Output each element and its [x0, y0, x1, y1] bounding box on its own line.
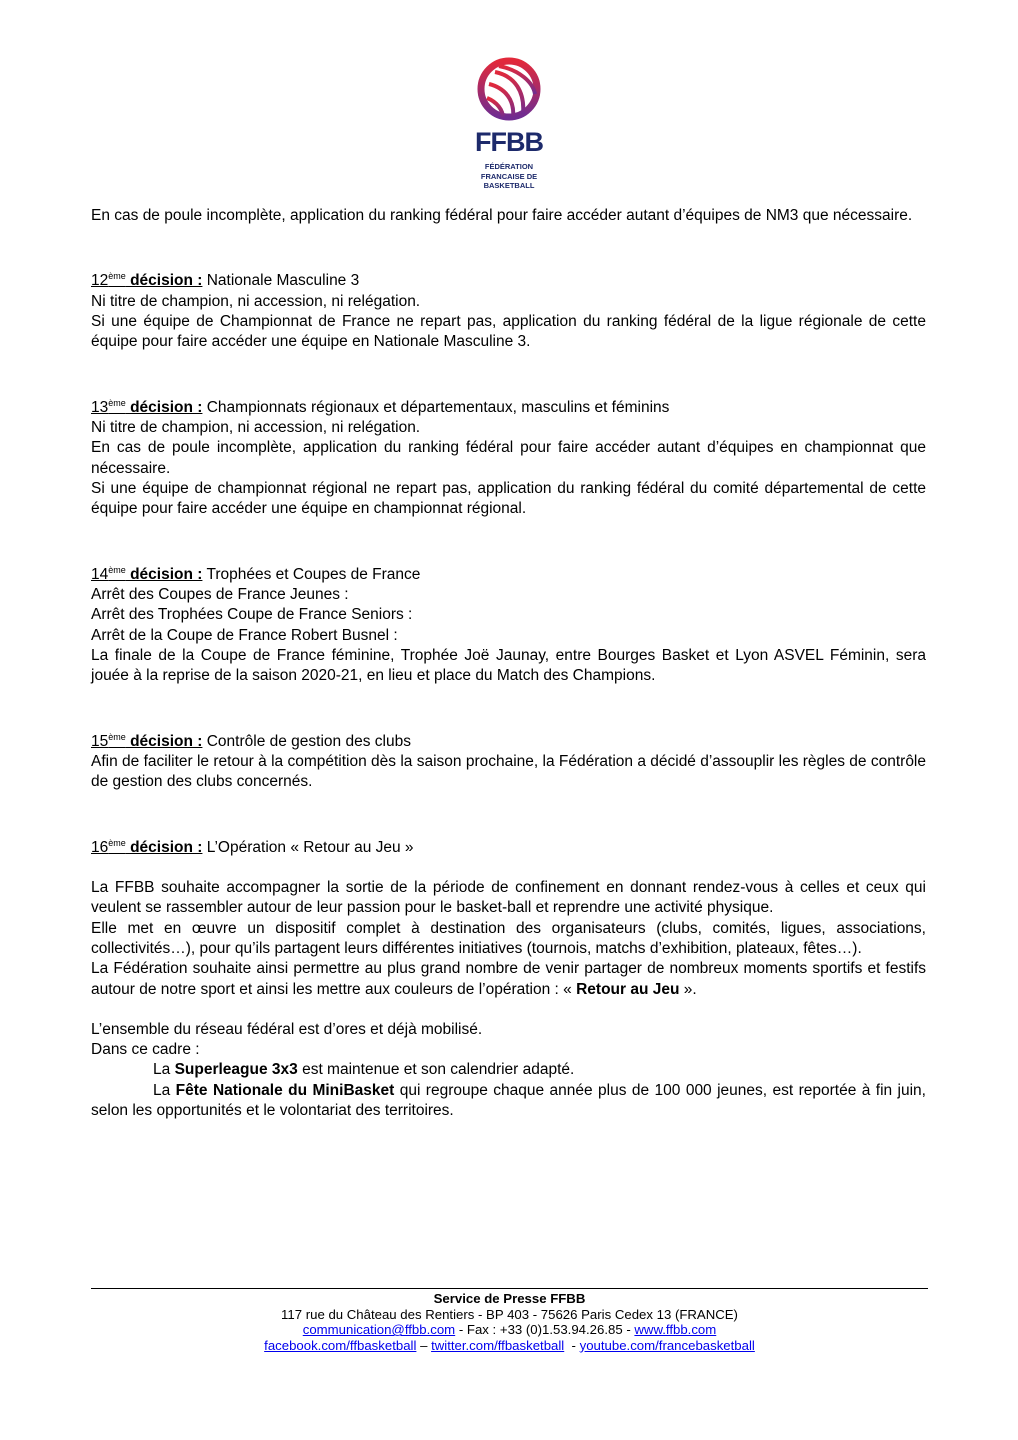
intro-paragraph: En cas de poule incomplète, application du ranking fédéral pour faire accéder autant d’équipes de NM3 que nécessaire. [91, 207, 913, 224]
decision-ordinal: ème [108, 271, 126, 282]
decision-word: décision : [125, 732, 203, 750]
logo-subtitle-line: FÉDÉRATION [484, 162, 534, 171]
decision-16-bullet [91, 1060, 926, 1080]
fax-text: - Fax : +33 (0)1.53.94.26.85 - [455, 1322, 635, 1338]
decision-word: décision : [125, 398, 203, 416]
decision-14-heading [91, 560, 926, 585]
decision-16-heading [91, 833, 926, 858]
footer-contact-line [91, 1322, 928, 1338]
website-link[interactable]: www.ffbb.com [634, 1322, 717, 1338]
decision-13-line: En cas de poule incomplète, application du ranking fédéral pour faire accéder autant d’équipes en championnat que nécessaire. [91, 439, 926, 477]
text-segment: La [153, 1061, 175, 1079]
decision-title: Nationale Masculine 3 [202, 272, 360, 290]
decision-13-line: Ni titre de champion, ni accession, ni relégation. [91, 419, 421, 437]
decision-16-paragraph: Dans ce cadre : [91, 1041, 200, 1059]
text-segment: La Fédération souhaite ainsi permettre au plus grand nombre de venir partager de nombreux moments sportifs et festifs autour de notre sport et ainsi les mettre aux couleurs de l’opération : « [91, 960, 926, 998]
decision-number: 15 [91, 732, 109, 750]
document-body [91, 206, 926, 1121]
decision-title: L’Opération « Retour au Jeu » [202, 838, 414, 856]
press-footer [91, 1288, 928, 1353]
text-segment: qui regroupe chaque année plus de 100 000 jeunes, est reportée à fin juin, selon les opportunités et le volontariat des territoires. [91, 1081, 926, 1119]
footer-address: 117 rue du Château des Rentiers - BP 403 - 75626 Paris Cedex 13 (FRANCE) [281, 1306, 738, 1322]
decision-13-line: Si une équipe de championnat régional ne repart pas, application du ranking fédéral du comité départemental de cette équipe pour faire accéder une équipe en championnat régional. [91, 479, 926, 518]
bold-segment: Fête Nationale du MiniBasket [175, 1081, 395, 1099]
decision-16-paragraph [91, 959, 926, 1000]
ffbb-logo [471, 54, 547, 194]
decision-16-paragraph: Elle met en œuvre un dispositif complet à destination des organisateurs (clubs, comités, ligues, associations, collectivités…), pour qu’ils partagent leurs différentes initiatives (tournois, matchs d’exhibition, plateaux, fêtes…). [91, 919, 926, 957]
twitter-link[interactable]: twitter.com/ffbasketball [431, 1337, 565, 1353]
separator: - [564, 1337, 580, 1353]
footer-title: Service de Presse FFBB [433, 1291, 586, 1306]
decision-word: décision : [125, 565, 203, 583]
decision-12-line: Si une équipe de Championnat de France ne repart pas, application du ranking fédéral de la ligue régionale de cette équipe pour faire accéder une équipe en Nationale Masculine 3. [91, 313, 926, 351]
bold-segment: Retour au Jeu [576, 980, 680, 998]
decision-title: Contrôle de gestion des clubs [202, 732, 411, 750]
decision-number: 16 [91, 838, 109, 856]
decision-ordinal: ème [108, 564, 126, 575]
youtube-link[interactable]: youtube.com/francebasketball [579, 1337, 755, 1353]
decision-12-heading [91, 266, 926, 291]
logo-subtitle-line: BASKETBALL [483, 181, 535, 190]
decision-16-paragraph: La FFBB souhaite accompagner la sortie de la période de confinement en donnant rendez-vous à celles et ceux qui veulent se rassembler autour de leur passion pour le basket-ball et reprendre une activité physique. [91, 879, 926, 917]
bold-segment: Superleague 3x3 [174, 1061, 298, 1079]
decision-title: Trophées et Coupes de France [202, 565, 421, 583]
footer-social-line [91, 1338, 928, 1354]
decision-ordinal: ème [108, 731, 126, 742]
logo-subtitle-line: FRANCAISE DE [480, 171, 538, 181]
logo-subtitle [471, 162, 547, 191]
basketball-logo-icon [475, 54, 543, 126]
decision-ordinal: ème [108, 397, 126, 408]
decision-14-line: La finale de la Coupe de France féminine, Trophée Joë Jaunay, entre Bourges Basket et Lyon ASVEL Féminin, sera jouée à la reprise de la saison 2020-21, en lieu et place du Match des Champions. [91, 646, 926, 685]
text-segment: La [153, 1081, 176, 1099]
text-segment: est maintenue et son calendrier adapté. [297, 1061, 575, 1079]
decision-word: décision : [125, 272, 203, 290]
decision-15-heading [91, 727, 926, 752]
facebook-link[interactable]: facebook.com/ffbasketball [264, 1337, 417, 1353]
decision-number: 13 [91, 398, 109, 416]
decision-number: 12 [91, 272, 109, 290]
decision-16-bullet [91, 1081, 926, 1122]
decision-13-heading [91, 393, 926, 418]
email-link[interactable]: communication@ffbb.com [302, 1322, 456, 1338]
separator: – [416, 1337, 432, 1353]
decision-14-line: Arrêt de la Coupe de France Robert Busnel : [91, 626, 398, 644]
decision-word: décision : [125, 838, 203, 856]
decision-14-line: Arrêt des Trophées Coupe de France Seniors : [91, 606, 413, 624]
decision-number: 14 [91, 565, 109, 583]
decision-ordinal: ème [108, 837, 126, 848]
decision-16-paragraph: L’ensemble du réseau fédéral est d’ores et déjà mobilisé. [91, 1020, 483, 1038]
decision-12-line: Ni titre de champion, ni accession, ni relégation. [91, 292, 421, 310]
decision-14-line: Arrêt des Coupes de France Jeunes : [91, 586, 349, 604]
decision-title: Championnats régionaux et départementaux, masculins et féminins [202, 398, 670, 416]
decision-15-line: Afin de faciliter le retour à la compétition dès la saison prochaine, la Fédération a décidé d’assouplir les règles de contrôle de gestion des clubs concernés. [91, 752, 926, 791]
logo-brand-text: FFBB [475, 127, 543, 157]
text-segment: ». [679, 980, 697, 998]
